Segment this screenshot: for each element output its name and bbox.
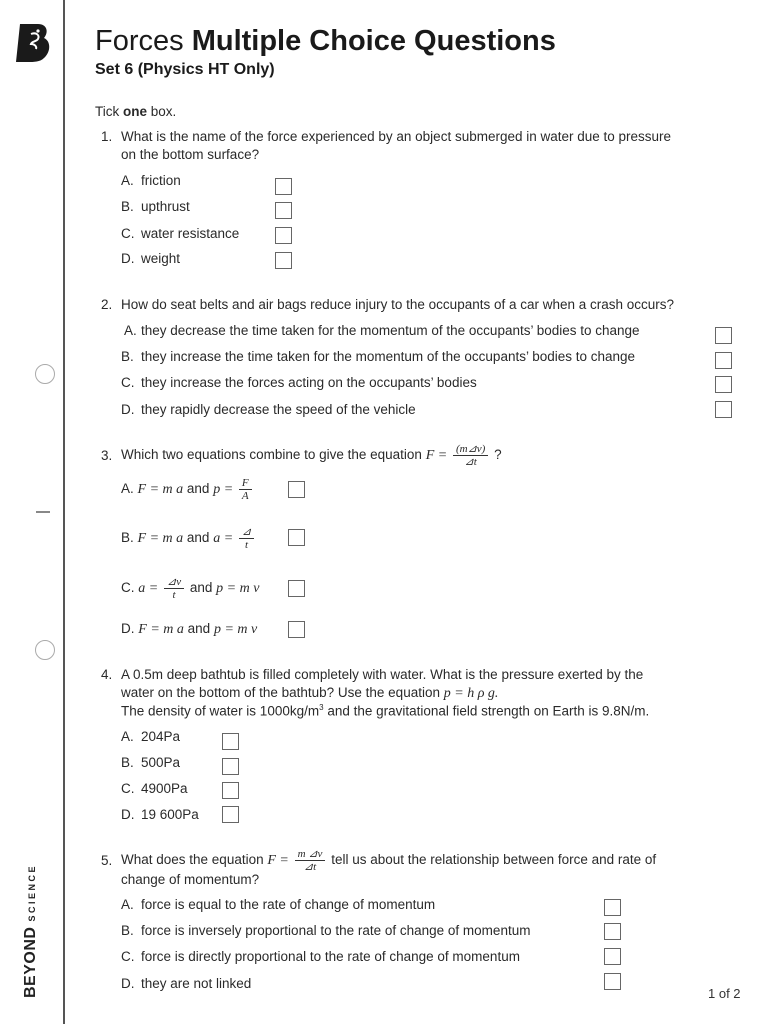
q3-option-c bbox=[121, 570, 259, 606]
page-title bbox=[95, 25, 556, 58]
q2-option-c-text: they increase the forces acting on the occupants’ bodies bbox=[141, 375, 477, 390]
q5-text-line2: change of momentum? bbox=[121, 872, 260, 887]
q4-option-d-letter: D. bbox=[121, 807, 135, 822]
q3-option-d-letter: D. bbox=[121, 621, 135, 636]
q2-option-a-checkbox[interactable] bbox=[715, 327, 732, 344]
q3-option-b-eq2-lhs: a = bbox=[213, 531, 234, 546]
instruction-post: box. bbox=[147, 104, 177, 119]
q4-line3-post: and the gravitational field strength on Earth is 9.8N/m. bbox=[323, 703, 650, 719]
instruction-pre: Tick bbox=[95, 104, 123, 119]
title-bold: Multiple Choice Questions bbox=[191, 25, 556, 57]
q2-text-line1: How do seat belts and air bags reduce injury to the occupants of a car when a crash occurs? bbox=[121, 297, 675, 312]
brand-wordmark bbox=[22, 864, 40, 998]
q3-option-a-eq2-lhs: p = bbox=[213, 482, 234, 497]
q1-option-d-letter: D. bbox=[121, 251, 135, 266]
q2-option-a-text: they decrease the time taken for the momentum of the occupants’ bodies to change bbox=[141, 323, 640, 338]
q3-qmark: ? bbox=[494, 447, 502, 462]
q5-eq-numerator: m ⊿v bbox=[295, 848, 326, 861]
q3-option-d-and: and bbox=[187, 621, 211, 636]
q3-option-c-eq2: p = m v bbox=[216, 581, 260, 596]
q3-option-d-eq2: p = m v bbox=[213, 622, 258, 637]
beyond-logo-icon bbox=[14, 22, 52, 64]
q4-option-c-letter: C. bbox=[121, 781, 135, 796]
q1-option-b-letter: B. bbox=[121, 199, 134, 214]
title-light: Forces bbox=[95, 25, 184, 57]
q5-post: tell us about the relationship between force and rate of bbox=[331, 852, 657, 867]
q3-eq-numerator: (m⊿v) bbox=[453, 443, 488, 456]
q5-option-c-text: force is directly proportional to the rate of change of momentum bbox=[141, 949, 520, 964]
q3-option-a-eq1: F = m a bbox=[137, 482, 184, 497]
punch-hole-bottom bbox=[35, 640, 55, 660]
q3-option-b-eq1: F = m a bbox=[137, 531, 184, 546]
q5-option-d-letter: D. bbox=[121, 976, 135, 991]
q3-option-c-checkbox[interactable] bbox=[288, 580, 305, 597]
q2-option-a-letter: A. bbox=[124, 323, 137, 338]
q2-option-d-text: they rapidly decrease the speed of the vehicle bbox=[141, 402, 416, 417]
q3-number: 3. bbox=[101, 448, 113, 463]
q4-line2-text: water on the bottom of the bathtub? Use the equation bbox=[121, 685, 440, 700]
q5-option-b-text: force is inversely proportional to the rate of change of momentum bbox=[141, 923, 531, 938]
q4-text-line1: A 0.5m deep bathtub is filled completely with water. What is the pressure exerted by the bbox=[121, 667, 644, 682]
page-subtitle: Set 6 (Physics HT Only) bbox=[95, 61, 275, 78]
q4-option-d-checkbox[interactable] bbox=[222, 806, 239, 823]
q3-option-a-letter: A. bbox=[121, 481, 134, 496]
instruction bbox=[95, 104, 176, 119]
q4-option-d-text: 19 600Pa bbox=[141, 807, 199, 822]
brand-word-beyond: BEYOND bbox=[22, 926, 39, 998]
q3-option-c-fraction bbox=[164, 576, 184, 601]
q5-option-a-checkbox[interactable] bbox=[604, 899, 621, 916]
q5-option-a-letter: A. bbox=[121, 897, 134, 912]
q3-option-b-letter: B. bbox=[121, 530, 134, 545]
q3-option-c-numerator: ⊿v bbox=[164, 576, 184, 589]
q3-option-b-and: and bbox=[186, 530, 210, 545]
instruction-bold: one bbox=[123, 104, 148, 119]
q3-option-c-denominator: t bbox=[172, 588, 176, 601]
q4-line3-pre: The density of water is 1000kg/m bbox=[121, 703, 320, 719]
q1-option-d-text: weight bbox=[141, 251, 181, 266]
q4-option-b-letter: B. bbox=[121, 755, 134, 770]
q5-pre: What does the equation bbox=[121, 852, 264, 867]
q3-option-b bbox=[121, 520, 256, 556]
q1-text-line1: What is the name of the force experienced by an object submerged in water due to pressure bbox=[121, 129, 672, 144]
brand-word-science: SCIENCE bbox=[27, 864, 37, 922]
q3-option-a-denominator: A bbox=[241, 489, 249, 502]
q3-option-b-denominator: t bbox=[245, 538, 249, 551]
q4-line3-sup: 3 bbox=[319, 703, 324, 712]
q3-eq-fraction bbox=[453, 443, 488, 468]
q3-option-b-numerator: ⊿ bbox=[239, 526, 254, 539]
q1-number: 1. bbox=[101, 129, 113, 144]
q5-option-d-checkbox[interactable] bbox=[604, 973, 621, 990]
q3-stem: Which two equations combine to give the equation bbox=[121, 447, 422, 462]
q3-option-c-eq1-lhs: a = bbox=[138, 581, 159, 596]
q5-option-b-letter: B. bbox=[121, 923, 134, 938]
q3-option-c-and: and bbox=[189, 580, 213, 595]
q1-option-a-checkbox[interactable] bbox=[275, 178, 292, 195]
q3-option-d-checkbox[interactable] bbox=[288, 621, 305, 638]
q2-option-d-checkbox[interactable] bbox=[715, 401, 732, 418]
q3-option-d bbox=[121, 621, 257, 638]
q1-option-b-text: upthrust bbox=[141, 199, 190, 214]
q3-option-a bbox=[121, 471, 254, 507]
q3-text bbox=[121, 437, 502, 473]
q4-number: 4. bbox=[101, 667, 113, 682]
q3-option-a-checkbox[interactable] bbox=[288, 481, 305, 498]
q3-option-a-fraction bbox=[239, 477, 252, 502]
q2-option-c-letter: C. bbox=[121, 375, 135, 390]
q2-option-d-letter: D. bbox=[121, 402, 135, 417]
q2-option-b-letter: B. bbox=[121, 349, 134, 364]
q2-number: 2. bbox=[101, 297, 113, 312]
q1-option-a-letter: A. bbox=[121, 173, 134, 188]
q3-option-a-numerator: F bbox=[239, 477, 252, 490]
q5-option-a-text: force is equal to the rate of change of momentum bbox=[141, 897, 436, 912]
q4-option-b-checkbox[interactable] bbox=[222, 758, 239, 775]
q3-eq-denominator: ⊿t bbox=[464, 455, 477, 468]
center-mark bbox=[36, 511, 50, 513]
q3-option-c-letter: C. bbox=[121, 580, 135, 595]
q4-text-line2 bbox=[121, 685, 498, 702]
q5-option-b-checkbox[interactable] bbox=[604, 923, 621, 940]
q3-option-d-eq1: F = m a bbox=[138, 622, 184, 637]
q5-option-c-checkbox[interactable] bbox=[604, 948, 621, 965]
q1-option-b-checkbox[interactable] bbox=[275, 202, 292, 219]
margin-line bbox=[63, 0, 65, 1024]
q5-eq-fraction bbox=[295, 848, 326, 873]
q1-option-c-text: water resistance bbox=[141, 226, 240, 241]
q1-option-d-checkbox[interactable] bbox=[275, 252, 292, 269]
q2-option-c-checkbox[interactable] bbox=[715, 376, 732, 393]
q4-option-a-letter: A. bbox=[121, 729, 134, 744]
q4-option-a-checkbox[interactable] bbox=[222, 733, 239, 750]
q5-eq-denominator: ⊿t bbox=[303, 860, 317, 873]
q3-eq-lhs: F = bbox=[425, 448, 448, 463]
q1-text-line2: on the bottom surface? bbox=[121, 147, 260, 162]
q3-option-b-fraction bbox=[239, 526, 254, 551]
q3-option-b-checkbox[interactable] bbox=[288, 529, 305, 546]
q4-option-b-text: 500Pa bbox=[141, 755, 181, 770]
page-number: 1 of 2 bbox=[708, 986, 741, 1001]
q5-option-c-letter: C. bbox=[121, 949, 135, 964]
q2-option-b-checkbox[interactable] bbox=[715, 352, 732, 369]
q5-eq-lhs: F = bbox=[267, 853, 289, 868]
q4-line2-equation: p = h ρ g. bbox=[443, 686, 499, 701]
q5-number: 5. bbox=[101, 853, 113, 868]
q4-option-c-checkbox[interactable] bbox=[222, 782, 239, 799]
q5-option-d-text: they are not linked bbox=[141, 976, 252, 991]
q1-option-c-checkbox[interactable] bbox=[275, 227, 292, 244]
q1-option-a-text: friction bbox=[141, 173, 181, 188]
q1-option-c-letter: C. bbox=[121, 226, 135, 241]
punch-hole-top bbox=[35, 364, 55, 384]
q2-option-b-text: they increase the time taken for the momentum of the occupants’ bodies to change bbox=[141, 349, 636, 364]
q3-option-a-and: and bbox=[186, 481, 210, 496]
q4-option-a-text: 204Pa bbox=[141, 729, 181, 744]
q4-option-c-text: 4900Pa bbox=[141, 781, 188, 796]
q4-text-line3 bbox=[121, 703, 649, 719]
